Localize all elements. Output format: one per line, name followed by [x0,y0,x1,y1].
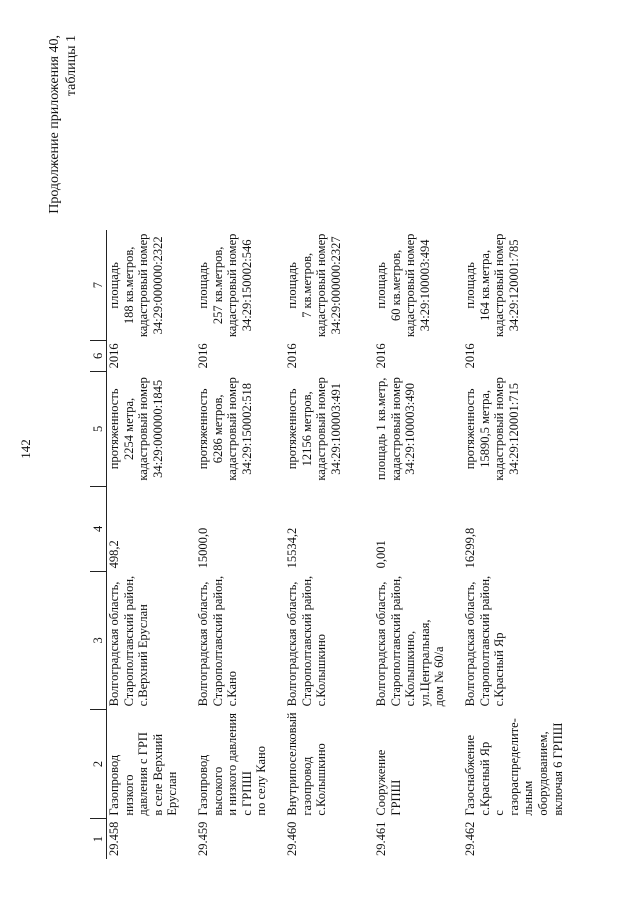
object-name-line: Газоснабжение [463,734,477,816]
row-number-cell: 29.462 [463,821,477,856]
object-name-line: и низкого давления [225,713,240,816]
object-extra-line: кадастровый номер [403,233,418,338]
object-name-line: давления с ГРП [136,732,151,816]
object-year-cell: 2016 [107,343,121,369]
object-extra-line: кадастровый номер [314,233,329,338]
row-number-cell: 29.461 [374,821,388,856]
object-name-line: Внутрипоселковый [285,712,299,816]
object-name-line: с.Колышкино [314,743,329,816]
header-col-3: 3 [90,571,107,709]
object-value-cell: 15534,2 [285,527,299,569]
continuation-heading [46,35,80,315]
object-characteristics-line: кадастровый номер [314,377,329,481]
object-name-line: с ГРПШ [239,771,254,816]
object-name-line: Газопровод высокого [196,754,225,816]
continuation-line-2: таблицы 1 [64,35,79,97]
object-name-line: с.Красный Яр [477,741,492,816]
object-extra-line: кадастровый номер [225,233,240,338]
object-characteristics-line: протяженность [463,388,477,470]
object-extra-line: площадь [374,262,388,309]
object-address-line: с.Колышкино [314,633,329,707]
object-address-line: ул.Центральная, [417,619,432,707]
object-year-cell: 2016 [374,343,388,369]
header-col-5: 5 [90,371,107,486]
object-extra-cell [107,230,197,340]
object-characteristics-line: протяженность [285,388,299,470]
object-year-cell: 2016 [463,343,477,369]
object-address-line: Волгоградская область, [374,581,388,707]
continuation-line-1: Продолжение приложения 40, [47,35,62,214]
object-extra-line: 7 кв.метров, [299,252,314,318]
header-col-1: 1 [90,819,107,859]
object-address-line: Старополтавский район, [477,575,492,707]
object-address-line: Старополтавский район, [388,575,403,707]
header-col-2: 2 [90,709,107,818]
object-characteristics-cell [374,371,463,486]
object-name-line: Еруслан [165,771,180,816]
object-characteristics-line: кадастровый номер [388,377,403,481]
object-address-line: Волгоградская область, [107,581,121,707]
object-characteristics-cell [107,371,197,486]
object-extra-line: площадь [107,262,121,309]
object-name-line: в селе Верхний [150,733,165,816]
object-address-cell [285,571,374,709]
object-value-cell: 15000,0 [196,527,210,569]
object-name-line: газопровод [299,756,314,816]
object-characteristics-line: кадастровый номер [136,377,151,481]
table-row [107,230,197,859]
table-row [463,230,565,859]
object-extra-line: 188 кв.метров, [121,246,136,325]
object-extra-line: кадастровый номер [492,233,507,338]
object-name-cell [463,709,565,818]
header-col-7: 7 [90,230,107,340]
object-extra-line: 34:29:120001:785 [506,239,521,332]
object-name-line: по селу Кано [254,746,269,816]
object-characteristics-line: 6286 метров, [210,394,225,464]
object-characteristics-line: кадастровый номер [225,377,240,481]
object-name-line: льным [521,780,536,816]
object-characteristics-line: 34:29:150002:518 [239,383,254,475]
object-address-line: дом № 60/а [432,646,447,707]
object-characteristics-cell [463,371,565,486]
table-row [285,230,374,859]
object-extra-line: кадастровый номер [136,233,151,338]
object-extra-line: площадь [196,262,210,309]
object-extra-line: 164 кв.метра, [477,249,492,321]
object-extra-line: 60 кв.метров, [388,249,403,322]
header-col-6: 6 [90,340,107,371]
object-address-line: с.Колышкино, [403,630,418,707]
object-address-cell [374,571,463,709]
object-year-cell: 2016 [196,343,210,369]
page-number: 142 [18,439,33,459]
object-characteristics-cell [196,371,285,486]
object-value-cell: 498,2 [107,540,121,569]
object-year-cell: 2016 [285,343,299,369]
object-characteristics-line: 34:29:120001:715 [506,383,521,475]
object-extra-cell [285,230,374,340]
object-characteristics-line: протяженность [107,388,121,470]
object-address-line: Волгоградская область, [196,581,210,707]
object-address-line: Старополтавский район, [121,575,136,707]
object-name-cell [285,709,374,818]
object-value-cell: 16299,8 [463,527,477,569]
object-characteristics-cell [285,371,374,486]
object-address-line: Старополтавский район, [299,575,314,707]
object-characteristics-line: 34:29:000000:1845 [150,379,165,478]
object-extra-line: 34:29:100003:494 [417,239,432,332]
object-extra-cell [374,230,463,340]
object-name-line: включая 6 ГРПШ [550,722,565,816]
object-address-line: с.Верхний Еруслан [136,604,151,707]
object-address-line: с.Красный Яр [492,632,507,707]
object-name-line: Газопровод низкого [107,754,136,816]
object-name-cell [196,709,285,818]
object-extra-line: площадь [285,262,299,309]
object-name-line: с газораспределите- [492,718,521,816]
object-address-cell [463,571,565,709]
object-value-cell: 0,001 [374,540,388,569]
object-name-line: оборудованием, [535,731,550,816]
property-table [90,230,565,859]
object-characteristics-line: площадь 1 кв.метр, [374,377,388,481]
table-row [374,230,463,859]
object-address-line: с.Кано [225,671,240,707]
object-characteristics-line: 15890,5 метра, [477,390,492,468]
object-extra-line: 257 кв.метров, [210,246,225,325]
object-extra-cell [196,230,285,340]
object-address-line: Волгоградская область, [285,581,299,707]
row-number-cell: 29.459 [196,821,210,856]
table-body [107,230,566,859]
object-name-line: Сооружение ГРПШ [374,749,403,816]
object-extra-line: 34:29:000000:2327 [328,236,343,335]
object-extra-line: 34:29:000000:2322 [150,236,165,335]
row-number-cell: 29.458 [107,821,121,856]
object-extra-line: 34:29:150002:546 [239,239,254,332]
object-characteristics-line: 2254 метра, [121,397,136,460]
object-characteristics-line: протяженность [196,388,210,470]
row-number-cell: 29.460 [285,821,299,856]
object-address-cell [107,571,197,709]
object-extra-cell [463,230,565,340]
object-address-line: Старополтавский район, [210,575,225,707]
header-col-4: 4 [90,486,107,571]
table-row [196,230,285,859]
object-characteristics-line: 34:29:100003:490 [403,383,418,475]
object-characteristics-line: 12156 метров, [299,391,314,467]
object-extra-line: площадь [463,262,477,309]
object-characteristics-line: кадастровый номер [492,377,507,481]
table-header-row [90,230,107,859]
object-name-cell [374,709,463,818]
object-address-cell [196,571,285,709]
object-name-cell [107,709,197,818]
object-address-line: Волгоградская область, [463,581,477,707]
object-characteristics-line: 34:29:100003:491 [328,383,343,475]
